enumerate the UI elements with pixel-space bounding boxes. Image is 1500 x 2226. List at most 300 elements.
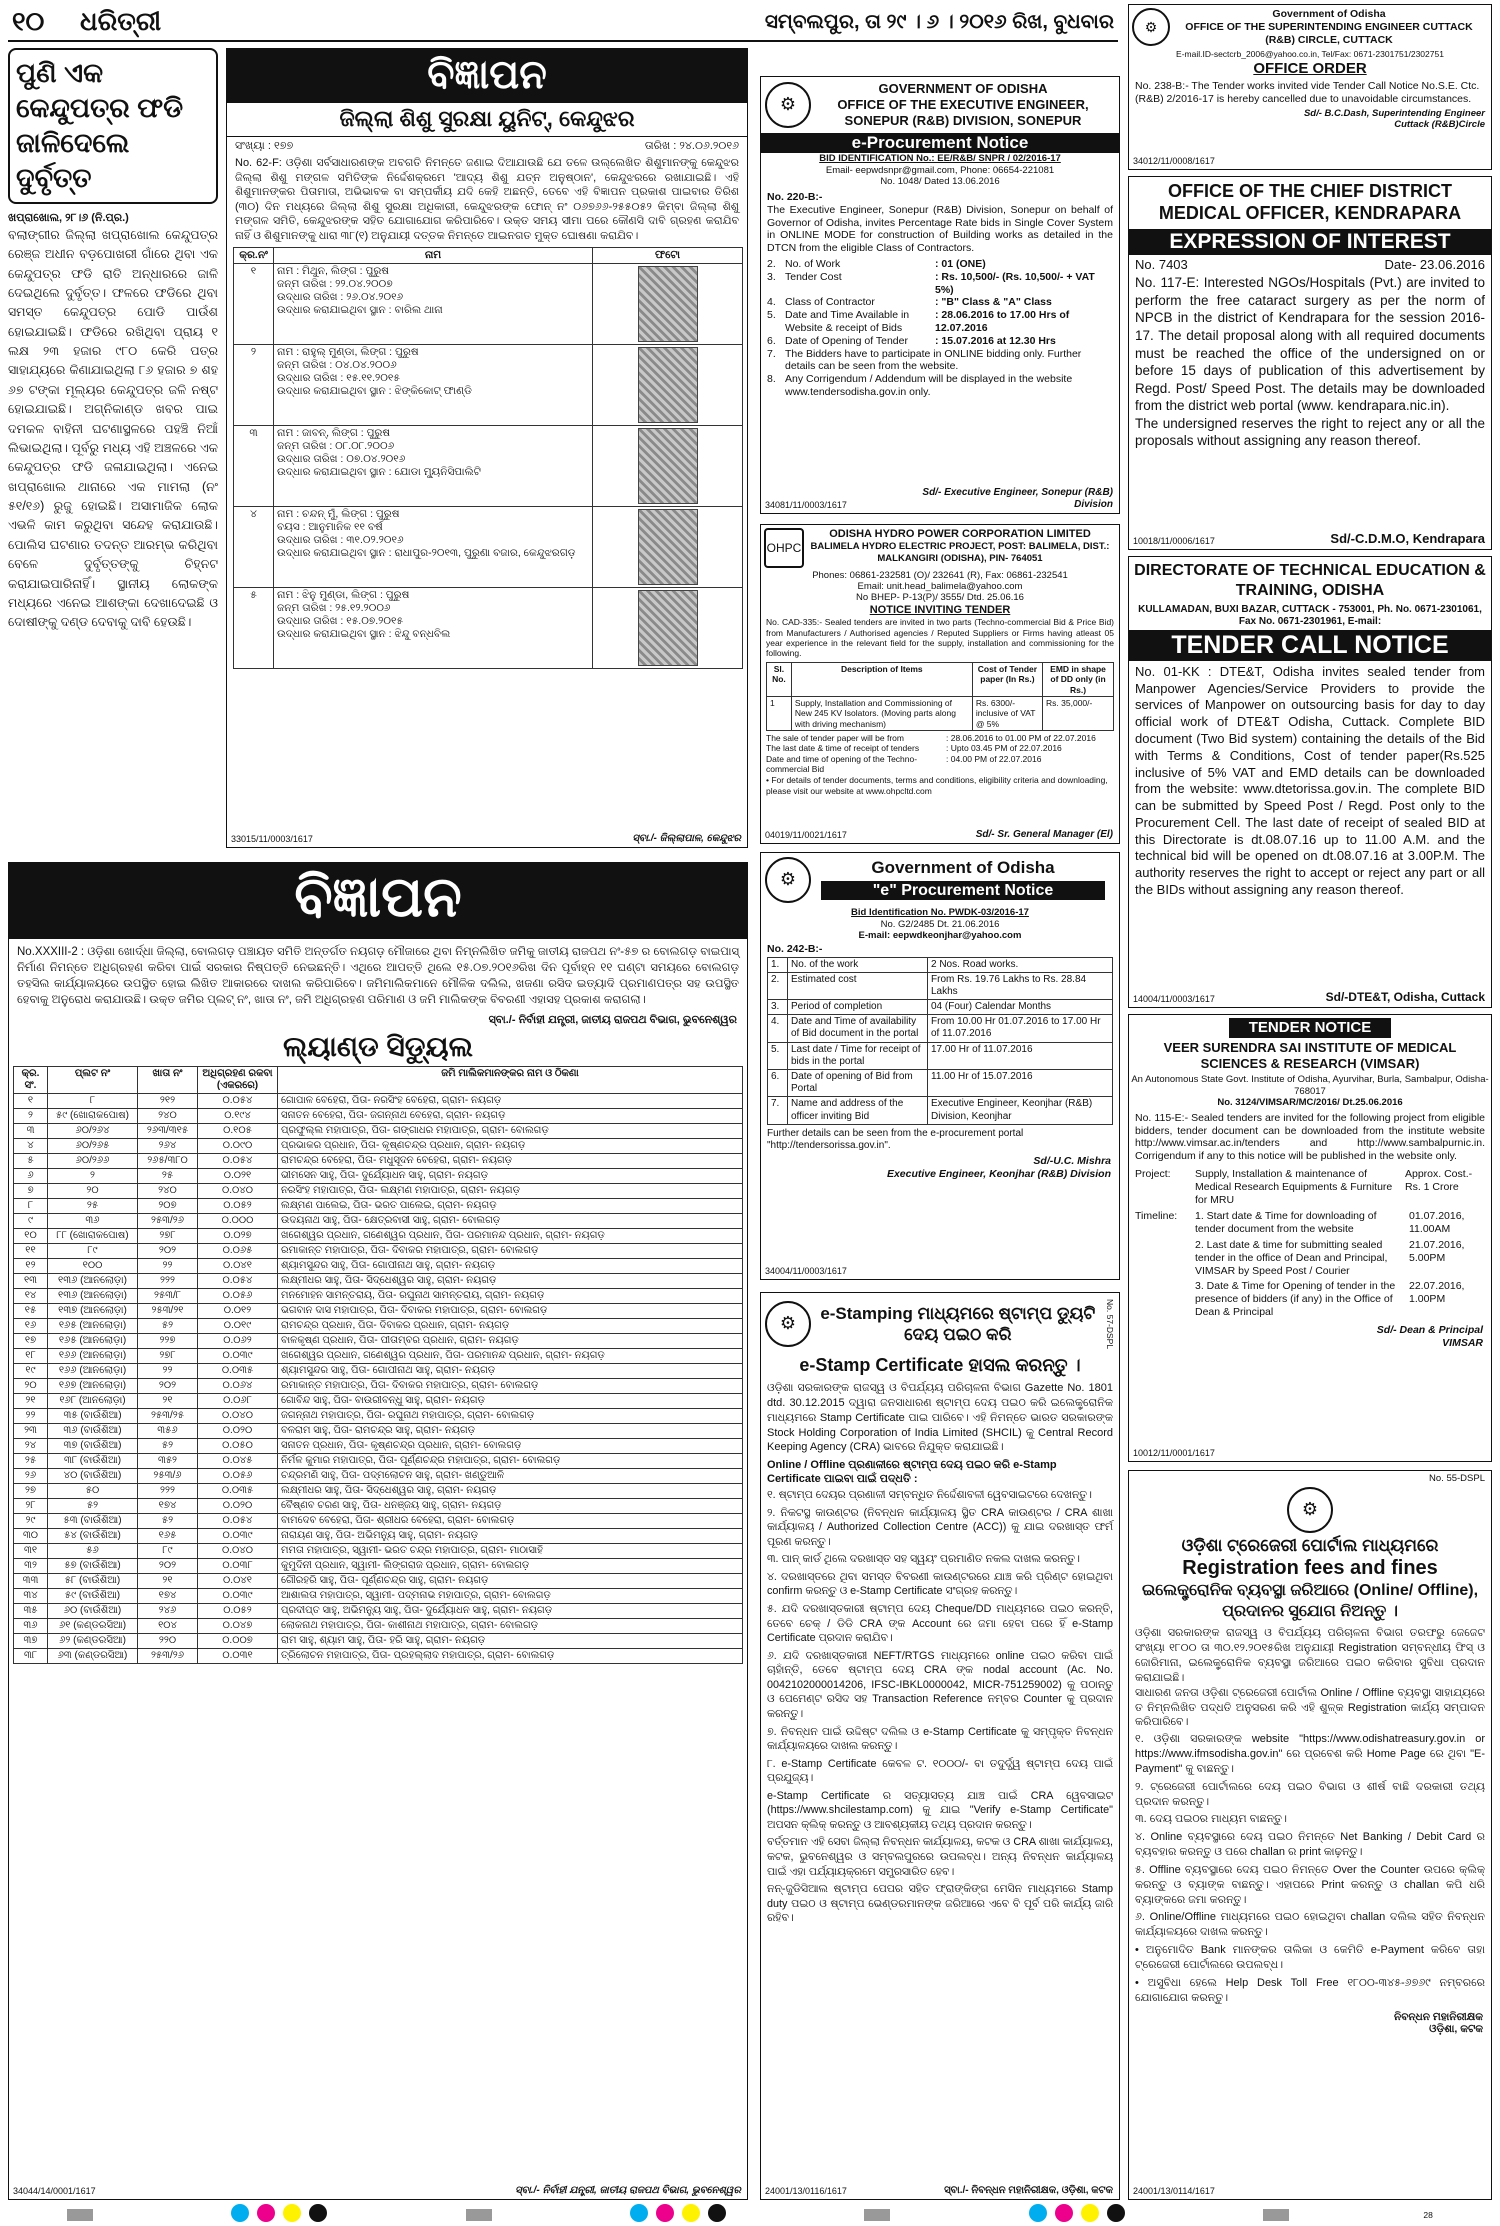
ohpc-table xyxy=(766,662,1114,731)
dtet-signature: Sd/-DTE&T, Odisha, Cuttack xyxy=(1325,990,1485,1005)
step-item: e-Stamp Certificate ର ସତ୍ୟାସତ୍ୟ ଯାଞ୍ଚ ପାଇଁ CRA ୱେବସାଇଟ (https://www.shcilestamp.com) କୁ ଯାଇ "Verify e-Stamp Certificate" ଅପସନ କ୍ଲିକ୍ କରନ୍ତୁ ଓ ଆବଶ୍ୟକୀୟ ତଥ୍ୟ ପ୍ରଦାନ କରନ୍ତୁ। xyxy=(767,1789,1113,1831)
detail-row xyxy=(767,309,1113,335)
printer-marks xyxy=(0,2206,1500,2224)
ohpc-footer: • For details of tender documents, terms and conditions, eligibility criteria and downloading, please visit our website at www.ohpcltd.com xyxy=(766,775,1108,796)
cell-details xyxy=(274,507,593,588)
cell-photo xyxy=(593,264,743,345)
col-header: ଖାତା ନଂ xyxy=(138,1067,198,1094)
table-cell: ୦.୦୩୫ xyxy=(198,1484,278,1499)
table-row xyxy=(14,1529,743,1544)
table-row xyxy=(14,1349,743,1364)
row-value: : 15.07.2016 at 12.30 Hrs xyxy=(935,334,1056,347)
cuttack-body: No. 238-B:- The Tender works invited vide Tender Call Notice No.S.E. Ctc. (R&B) 2/2016-17 is hereby cancelled due to unavoidable circumstances. xyxy=(1135,80,1480,105)
table-row xyxy=(14,1634,743,1649)
table-cell: ୨୮ xyxy=(14,1499,48,1514)
table-cell: ୬୨ (କଣ୍ଡରସିଆ) xyxy=(48,1634,138,1649)
detail-row xyxy=(767,348,1113,374)
detail-line: ଉଦ୍ଧାର ତାରିଖ : ୧୫.୦୭.୨୦୧୫ xyxy=(277,614,403,627)
table-cell: ୦.୦୬୪ xyxy=(198,1379,278,1394)
child-ad-signature: ସ୍ବା./- ଜିଲ୍ଲାପାଳ, କେନ୍ଦୁଝର xyxy=(632,832,741,844)
table-cell: ୧୮ xyxy=(14,1349,48,1364)
table-cell: ୧୭ xyxy=(14,1334,48,1349)
table-cell: ୧୬୬ (ଆନଲୋଡ଼ା) xyxy=(48,1349,138,1364)
keonjhar-ref: 34004/11/0003/1617 xyxy=(765,1266,847,1277)
table-cell: ୨୨ xyxy=(14,1409,48,1424)
step-item: ୬. Online/Offline ମାଧ୍ୟମରେ ପଇଠ ହୋଇଥିବା challan ଦଲିଲ ସହିତ ନିବନ୍ଧନ କାର୍ଯ୍ୟାଳୟରେ ଦାଖଲ କରନ୍ତୁ। xyxy=(1135,1911,1485,1939)
cell-sl: ୫ xyxy=(234,588,274,669)
table-row xyxy=(14,1199,743,1214)
table-row xyxy=(14,1469,743,1484)
table-cell: ୦.୧୦୫ xyxy=(198,1124,278,1139)
ohpc-dates xyxy=(761,733,1119,774)
news-body: ବଲାଙ୍ଗୀର ଜିଲ୍ଲା ଖପ୍ରାଖୋଲ କେନ୍ଦୁପତ୍ର ରେଞ୍ଜ ଅଧୀନ ବଡ଼ପୋଖରୀ ଗାଁରେ ଥିବା ଏକ କେନ୍ଦୁପତ୍ର ଫଡି ରାତି ଅନ୍ଧାରରେ ଜାଳି ଦେଇଥିଲେ ଦୁର୍ବୃତ୍ତ। ଫଳରେ ଫଡିରେ ଥିବା ସମସ୍ତ କେନ୍ଦୁପତ୍ର ପୋଡି ପାଉଁଶ ହୋଇଯାଇଛି। ଫଡିରେ ରଖିଥିବା ପ୍ରାୟ ୧ ଲକ୍ଷ ୨୩ ହଜାର ୯୮୦ କେରି ପତ୍ର ସାହାଯ୍ୟରେ କିଣାଯାଇଥିଲା ୮୬ ହଜାର ୭ ଶହ ୬୭ ଟଙ୍କା ମୂଲ୍ୟର କେନ୍ଦୁପତ୍ର ଜଳି ନଷ୍ଟ ହୋଇଯାଇଛି। ଅଗ୍ନିକାଣ୍ଡ ଖବର ପାଇ ଦମକଳ ବାହିନୀ ଘଟଣାସ୍ଥଳରେ ପହଞ୍ଚି ନିଆଁ ଲିଭାଇଥିଲା। ପୂର୍ବରୁ ମଧ୍ୟ ଏହି ଅଞ୍ଚଳରେ ଏକ କେନ୍ଦୁପତ୍ର ଫଡି ଜଳାଯାଇଥିଲା। ଏନେଇ ଖପ୍ରାଖୋଲ ଥାନାରେ ଏକ ମାମଲା (ନଂ ୫୧/୧୬) ରୁଜୁ ହୋଇଛି। ଅସାମାଜିକ ଲୋକ ଏଭଳି କାମ କରୁଥିବା ସନ୍ଦେହ କରାଯାଉଛି। ପୋଲିସ ଘଟଣାର ତଦନ୍ତ ଆରମ୍ଭ କରିଥିବା ବେଳେ ଦୁର୍ବୃତ୍ତଙ୍କୁ ଚିହ୍ନଟ କରାଯାଇପାରିନାହିଁ। ସ୍ଥାନୀୟ ଲୋକଙ୍କ ମଧ୍ୟରେ ଏନେଇ ଆଶଙ୍କା ଦେଖାଦେଇଛି ଓ ଦୋଷୀଙ୍କୁ ଦଣ୍ଡ ଦେବାକୁ ଦାବି ହେଉଛି। xyxy=(8,227,218,630)
row-label: Last date / Time for receipt of bids in the portal xyxy=(788,1042,928,1069)
step-item: ୧. ଷ୍ଟାମ୍ପ ଦେୟର ପ୍ରଣାଳୀ ସମ୍ବନ୍ଧିତ ନିର୍ଦ୍ଦେଶାବଳୀ ୱେବସାଇଟରେ ଦେଖନ୍ତୁ। xyxy=(767,1489,1092,1502)
table-cell: ୧୬୫ xyxy=(138,1529,198,1544)
date-row xyxy=(766,733,1114,743)
cell-details xyxy=(274,345,593,426)
keonjhar-gov: Government of Odisha xyxy=(871,857,1055,877)
table-cell: ୬ xyxy=(14,1169,48,1184)
dtet-body: No. 01-KK : DTE&T, Odisha invites sealed tender from Manpower Agencies/Service Providers to provide the services of Manpower on outsourcing basis for day to day official work of DTE&T Odisha, Cuttack. Complete BID document (Two Bid system) containing the details of the Bid with Terms & Conditions, Cost of tender paper(Rs.525 inclusive of 5% VAT and EMD details can be downloaded from the website: www.dtetorissa.gov.in. The complete BID can be submitted by Speed Post / Regd. Post only to the Procurement Cell. The last date of receipt of sealed BID at this Directorate is dt.08.07.16 up to 11.00 A.M. and the technical bid will be opened on dt.08.07.16 at 3.00P.M. The authority reserves the right to accept or reject any part or all the BIDs without assigning any reason thereof. xyxy=(1135,663,1485,897)
table-cell: ୧୦ xyxy=(14,1229,48,1244)
table-cell: ଜଗନ୍ନାଥ ମହାପାତ୍ର, ପିତା- ରଘୁନାଥ ମହାପାତ୍ର, ଗ୍ରାମ- ବୋଲଗଡ଼ xyxy=(278,1409,743,1424)
row-value: : Rs. 10,500/- (Rs. 10,500/- + VAT 5%) xyxy=(935,270,1095,296)
table-cell: ୨୨ xyxy=(138,1259,198,1274)
estamp-title2: e-Stamp Certificate ହାସଲ କରନ୍ତୁ । xyxy=(799,1355,1081,1376)
kendrapara-body2: The undersigned reserves the right to reject any or all the proposals without assigning any reason thereof. xyxy=(1135,415,1485,449)
table-cell: ୩୪ xyxy=(14,1589,48,1604)
keonjhar-notice xyxy=(760,852,1120,1280)
timeline-value: 21.07.2016, 5.00PM xyxy=(1409,1238,1465,1264)
table-cell: ୫୦ xyxy=(48,1484,138,1499)
table-row xyxy=(14,1439,743,1454)
detail-row xyxy=(767,296,1113,309)
cuttack-email: E-mail.ID-sectcrb_2006@yahoo.co.in, Tel/Fax: 0671-2301751/2302751 xyxy=(1176,49,1444,60)
table-cell: ୧୩୬ (ଆନଲୋଡ଼ା) xyxy=(48,1289,138,1304)
table-cell: ଖଗେଶ୍ୱର ପ୍ରଧାନ, ଗଣେଶ୍ୱର ପ୍ରଧାନ, ପିତା- ପରମାନନ୍ଦ ପ୍ରଧାନ, ଗ୍ରାମ- ନୟଗଡ଼ xyxy=(278,1349,743,1364)
table-row xyxy=(768,957,1113,972)
table-cell: ସନାତନ ପ୍ରଧାନ, ପିତା- କୃଷ୍ଣଚନ୍ଦ୍ର ପ୍ରଧାନ, ଗ୍ରାମ- ବୋଲଗଡ଼ xyxy=(278,1439,743,1454)
vimsar-name: VEER SURENDRA SAI INSTITUTE OF MEDICAL SCIENCES & RESEARCH (VIMSAR) xyxy=(1163,1040,1457,1072)
timeline-row xyxy=(1195,1280,1485,1318)
row-value: From Rs. 19.76 Lakhs to Rs. 28.84 Lakhs xyxy=(928,972,1113,999)
table-cell: ୧ xyxy=(14,1094,48,1109)
row-num: 3. xyxy=(767,270,776,283)
row-label: Date and Time Available in Website & receipt of Bids xyxy=(785,309,910,335)
table-cell: ୧୬୫ (ଆନଲୋଡ଼ା) xyxy=(48,1334,138,1349)
ohpc-logo-icon: OHPC xyxy=(764,528,804,568)
keonjhar-banner: "e" Procurement Notice xyxy=(821,881,1105,901)
col-header: ଅଧିଗ୍ରହଣ ରକବା (ଏକରରେ) xyxy=(198,1067,278,1094)
dateline: ସମ୍ବଲପୁର, ତା ୨୯ । ୬ । ୨୦୧୬ ରିଖ, ବୁଧବାର xyxy=(764,11,1114,33)
table-cell: ୩୬ (ବାଉଁଶିଆ) xyxy=(48,1424,138,1439)
land-ad-signature: ସ୍ବା./- ନିର୍ବାହୀ ଯନ୍ତ୍ରୀ, ଜାତୀୟ ରାଜପଥ ବିଭାଗ, ଭୁବନେଶ୍ୱର xyxy=(515,2184,741,2196)
land-ad-ref: 34044/14/0001/1617 xyxy=(13,2186,96,2197)
table-cell: ୨୫ xyxy=(14,1454,48,1469)
step-item: ୪. ଦରଖାସ୍ତରେ ଥିବା ସମସ୍ତ ବିବରଣୀ କାଉଣ୍ଟରରେ ଯାଞ୍ଚ କରି ପ୍ରିଣ୍ଟ ହୋଇଥିବା confirm କରନ୍ତୁ ଓ e-Stamp Certificate ସଂଗ୍ରହ କରନ୍ତୁ। xyxy=(767,1570,1113,1598)
step-item: ୪. Online ବ୍ୟବସ୍ଥାରେ ଦେୟ ପଇଠ ନିମନ୍ତେ Net Banking / Debit Card ର ବ୍ୟବହାର କରନ୍ତୁ ଓ ପରେ challan ର print କାଢ଼ନ୍ତୁ। xyxy=(1135,1831,1485,1859)
page-header xyxy=(8,2,1118,42)
kendrapara-ref: 10018/11/0006/1617 xyxy=(1133,536,1215,547)
row-num: 4. xyxy=(767,296,776,309)
table-cell: ୨୫୩/୨୫ xyxy=(138,1409,198,1424)
table-cell: ୧୭୪ xyxy=(138,1589,198,1604)
table-cell: ୨୦୨ xyxy=(138,1244,198,1259)
step-item: ୭. ନିବନ୍ଧନ ପାଇଁ ଉଦ୍ଦିଷ୍ଟ ଦଲିଲ ଓ e-Stamp Certificate କୁ ସମ୍ପୃକ୍ତ ନିବନ୍ଧନ କାର୍ଯ୍ୟାଳୟରେ ଦାଖଲ କରନ୍ତୁ। xyxy=(767,1725,1113,1753)
table-cell: ୦.୦୧୯ xyxy=(198,1319,278,1334)
table-row xyxy=(14,1499,743,1514)
land-acquisition-ad xyxy=(8,862,748,2200)
table-cell: ୫୨ xyxy=(48,1499,138,1514)
table-cell: ୦.୦୫୦ xyxy=(198,1439,278,1454)
dtet-notice xyxy=(1128,556,1492,1008)
sonepur-details xyxy=(767,258,1113,399)
row-label: Date of Opening of Tender xyxy=(785,334,908,347)
table-cell: ୦.୦୪୧ xyxy=(198,1259,278,1274)
vimsar-addr: An Autonomous State Govt. Institute of Odisha, Ayurvihar, Burla, Sambalpur, Odisha-768017 xyxy=(1131,1074,1489,1097)
table-cell: ୦.୦୫୪ xyxy=(198,1094,278,1109)
step-item: • ଅସୁବିଧା ହେଲେ Help Desk Toll Free ୧୮୦୦-୩୪୫-୬୭୬୯ ନମ୍ବରରେ ଯୋଗାଯୋଗ କରନ୍ତୁ। xyxy=(1135,1976,1485,2004)
table-cell: ପ୍ରଫୁଲ୍ଲ ମହାପାତ୍ର, ପିତା- ଗଙ୍ଗାଧର ମହାପାତ୍ର, ଗ୍ରାମ- ବୋଲଗଡ଼ xyxy=(278,1124,743,1139)
cell-photo xyxy=(593,588,743,669)
table-cell: ୨୫ xyxy=(138,1169,198,1184)
row-num: 6. xyxy=(768,1070,788,1097)
table-row xyxy=(14,1619,743,1634)
table-cell: ନିର୍ମଳ କୁମାର ମହାପାତ୍ର, ପିତା- ପୂର୍ଣ୍ଣଚନ୍ଦ୍ର ମହାପାତ୍ର, ଗ୍ରାମ- ବୋଲଗଡ଼ xyxy=(278,1454,743,1469)
cell-photo xyxy=(593,507,743,588)
table-cell: ଲକ୍ଷ୍ମୀଧର ସାହୁ, ପିତା- ସିଦ୍ଧେଶ୍ୱର ସାହୁ, ଗ୍ରାମ- ନୟଗଡ଼ xyxy=(278,1274,743,1289)
table-row xyxy=(768,972,1113,999)
child-ad-subtitle: ଜିଲ୍ଲା ଶିଶୁ ସୁରକ୍ଷା ୟୁନିଟ୍, କେନ୍ଦୁଝର xyxy=(227,103,747,137)
table-cell: ପ୍ରଭାକର ପ୍ରଧାନ, ପିତା- କୃଷ୍ଣଚନ୍ଦ୍ର ପ୍ରଧାନ, ଗ୍ରାମ- ନୟଗଡ଼ xyxy=(278,1139,743,1154)
cell-details xyxy=(274,426,593,507)
table-cell: ୬୦/୨୬୫ xyxy=(48,1139,138,1154)
sonepur-bid-id: BID IDENTIFICATION No.: EE/R&B/ SNPR / 02/2016-17 xyxy=(819,153,1061,165)
row-label: Date of opening of Bid from Portal xyxy=(788,1070,928,1097)
step-item: ୮. e-Stamp Certificate କେବଳ ଟ. ୧୦୦୦/- ବା ତଦୁର୍ଦ୍ଧ୍ୱ ଷ୍ଟାମ୍ପ ଦେୟ ପାଇଁ ପ୍ରଯୁଜ୍ୟ। xyxy=(767,1757,1113,1785)
treasury-title3: ଇଲେକ୍ଟ୍ରୋନିକ ବ୍ୟବସ୍ଥା ଜରିଆରେ (Online/ Offline), ପ୍ରଦାନର ସୁଯୋଗ ନିଅନ୍ତୁ । xyxy=(1141,1581,1479,1620)
table-cell: Rs. 6300/- inclusive of VAT @ 5% xyxy=(972,696,1042,730)
table-cell: ଆଶାଲତା ମହାପାତ୍ର, ସ୍ୱାମୀ- ପଦ୍ମନାଭ ମହାପାତ୍ର, ଗ୍ରାମ- ବୋଲଗଡ଼ xyxy=(278,1589,743,1604)
vimsar-sig2: VIMSAR xyxy=(1442,1336,1483,1349)
row-num: 1. xyxy=(768,957,788,972)
cell-photo xyxy=(593,426,743,507)
treasury-sig2: ଓଡ଼ିଶା, କଟକ xyxy=(1429,2023,1483,2036)
table-cell: ୫୩ (ବାଉଁଶିଆ) xyxy=(48,1514,138,1529)
kendrapara-date: Date- 23.06.2016 xyxy=(1384,256,1485,272)
sonepur-office: OFFICE OF THE EXECUTIVE ENGINEER, SONEPUR (R&B) DIVISION, SONEPUR xyxy=(837,96,1089,128)
table-cell: ଖଗେଶ୍ୱର ପ୍ରଧାନ, ଗଣେଶ୍ୱର ପ୍ରଧାନ, ପିତା- ପରମାନନ୍ଦ ପ୍ରଧାନ, ଗ୍ରାମ- ନୟଗଡ଼ xyxy=(278,1229,743,1244)
table-row xyxy=(14,1139,743,1154)
detail-line: ଉଦ୍ଧାର କରାଯାଇଥିବା ସ୍ଥାନ : ଝିଙ୍କିକୋଟ୍ ଫାଣ୍ଡି xyxy=(277,384,472,397)
detail-row xyxy=(767,258,1113,271)
table-cell: ୩୬ xyxy=(14,1619,48,1634)
sonepur-signature: Sd/- Executive Engineer, Sonepur (R&B) Division xyxy=(922,486,1113,510)
cmyk-marks xyxy=(626,2204,730,2226)
table-row xyxy=(14,1364,743,1379)
table-row xyxy=(768,1042,1113,1069)
table-cell: ୦.୦୩୮ xyxy=(198,1559,278,1574)
sonepur-ref-no: No. 1048/ Dated 13.06.2016 xyxy=(880,176,1000,188)
table-row xyxy=(14,1559,743,1574)
table-row xyxy=(14,1514,743,1529)
row-num: 6. xyxy=(767,334,776,347)
table-cell: ୧୦୦ xyxy=(48,1259,138,1274)
step-item: ୫. Offline ବ୍ୟବସ୍ଥାରେ ଦେୟ ପଇଠ ନିମନ୍ତେ Over the Counter ଉପରେ କ୍ଲିକ୍ କରନ୍ତୁ ଓ ବ୍ୟାଙ୍କ ବାଛନ୍ତୁ। ଏହାପରେ Print କରନ୍ତୁ ଓ challan କପି ଧରି ବ୍ୟାଙ୍କରେ ଜମା କରନ୍ତୁ। xyxy=(1135,1863,1485,1906)
table-cell: ୨ xyxy=(14,1109,48,1124)
dtet-address: KULLAMADAN, BUXI BAZAR, CUTTACK - 753001, Ph. No. 0671-2301061, Fax No. 0671-2301961, E-mail: xyxy=(1138,604,1482,628)
table-cell: ୨୦୨ xyxy=(138,1379,198,1394)
table-row xyxy=(14,1604,743,1619)
table-cell: ଲୋକନାଥ ମହାପାତ୍ର, ପିତା- କାଶୀନାଥ ମହାପାତ୍ର, ଗ୍ରାମ- ବୋଲଗଡ଼ xyxy=(278,1619,743,1634)
table-cell: ୦.୦୪୫ xyxy=(198,1454,278,1469)
date-row xyxy=(766,754,1114,775)
table-cell: ୦.୦୪୦ xyxy=(198,1409,278,1424)
row-num: 3. xyxy=(768,1000,788,1015)
table-cell: ଗୋବିନ୍ଦ ସାହୁ, ପିତା- ବାଉରୀବନ୍ଧୁ ସାହୁ, ଗ୍ରାମ- ନୟଗଡ଼ xyxy=(278,1394,743,1409)
date-value: : 28.06.2016 to 01.00 PM of 22.07.2016 xyxy=(946,733,1096,743)
table-cell: ୩ xyxy=(14,1124,48,1139)
date-row xyxy=(766,743,1114,753)
table-cell: ବୈଷ୍ଣବ ଚରଣ ସାହୁ, ପିତା- ଧନଞ୍ଜୟ ସାହୁ, ଗ୍ରାମ- ନୟଗଡ଼ xyxy=(278,1499,743,1514)
table-cell: ଲକ୍ଷ୍ମୀଧର ସାହୁ, ପିତା- ସିଦ୍ଧେଶ୍ୱର ସାହୁ, ଗ୍ରାମ- ନୟଗଡ଼ xyxy=(278,1484,743,1499)
timeline-label: 3. Date & Time for Opening of tender in the presence of bidders (if any) in the Office of Dean & Principal xyxy=(1195,1280,1396,1318)
child-ad-ref: 33015/11/0003/1617 xyxy=(231,834,313,845)
detail-line: ଉଦ୍ଧାର କରାଯାଇଥିବା ସ୍ଥାନ : ଯୋଡା ମ୍ୟୁନିସିପାଲିଟି xyxy=(277,465,481,478)
sonepur-ref: 34081/11/0003/1617 xyxy=(765,500,847,511)
detail-row xyxy=(767,271,1113,297)
timeline-row xyxy=(1195,1210,1485,1236)
table-cell: ରାମଚନ୍ଦ୍ର ବେହେରା, ପିତା- ମଧୁସୂଦନ ବେହେରା, ଗ୍ରାମ- ନୟଗଡ଼ xyxy=(278,1154,743,1169)
odisha-emblem-icon: ⚙ xyxy=(765,857,811,903)
treasury-title-odia: ଓଡ଼ିଶା ଟ୍ରେଜେରୀ ପୋର୍ଟାଲ ମାଧ୍ୟମରେ xyxy=(1181,1535,1439,1555)
table-cell: ୨୪ xyxy=(14,1439,48,1454)
row-value: : "B" Class & "A" Class xyxy=(935,296,1052,309)
timeline-row xyxy=(1195,1239,1485,1277)
table-cell: ୬୩ (କଣ୍ଡରସିଆ) xyxy=(48,1649,138,1664)
estamp-intro: ଓଡ଼ିଶା ସରକାରଙ୍କ ରାଜସ୍ୱ ଓ ବିପର୍ଯ୍ୟୟ ପରିଚାଳନା ବିଭାଗ Gazette No. 1801 dtd. 30.12.2015 ଦ୍ୱାରା ଜନସାଧାରଣ ଷ୍ଟାମ୍ପ ଦେୟ ପଇଠ କରି ଇଲେକ୍ଟ୍ରୋନିକ ମାଧ୍ୟମରେ Stamp Certificate ପାଇ ପାରିବେ। ଏହି ନିମନ୍ତେ ଭାରତ ସରକାରଙ୍କ Stock Holding Corporation of India Limited (SHCIL) କୁ Central Record Keeping Agency (CRA) ଭାବରେ ନିଯୁକ୍ତ କରାଯାଇଛି। xyxy=(767,1382,1113,1454)
table-cell: ୨୫୩/୬ xyxy=(138,1469,198,1484)
child-ad-date: ତାରିଖ : ୨୪.୦୬.୨୦୧୬ xyxy=(644,139,739,152)
table-cell: ୫୨ xyxy=(138,1439,198,1454)
table-cell: ୦.୦୬୫ xyxy=(198,1244,278,1259)
date-value: : 04.00 PM of 22.07.2016 xyxy=(946,753,1042,764)
cuttack-sig2: Cuttack (R&B)Circle xyxy=(1394,119,1485,131)
table-cell: ୦.୦୪୦ xyxy=(198,1184,278,1199)
vimsar-cost: Approx. Cost.- Rs. 1 Crore xyxy=(1405,1167,1473,1193)
table-cell: ୦.୦୫୪ xyxy=(198,1514,278,1529)
vimsar-no: No. 3124/VIMSAR/MC/2016/ Dt.25.06.2016 xyxy=(1217,1097,1403,1109)
kendrapara-banner: EXPRESSION OF INTEREST xyxy=(1129,229,1491,255)
table-row xyxy=(14,1184,743,1199)
kendrapara-no: No. 7403 xyxy=(1135,256,1188,272)
vimsar-sig1: Sd/- Dean & Principal xyxy=(1376,1323,1483,1336)
row-value: : 01 (ONE) xyxy=(935,258,986,271)
step-item: ନନ୍-ଜୁଡିସିଆଲ ଷ୍ଟାମ୍ପ ପେପର ସହିତ ଫ୍ରାଙ୍କିଙ୍ଗ ମେସିନ ମାଧ୍ୟମରେ Stamp duty ପଇଠ ଓ ଷ୍ଟାମ୍ପ ଭେଣ୍ଡରମାନଙ୍କ ଜରିଆରେ ଏବେ ବି ପୂର୍ବ ପରି କାର୍ଯ୍ୟ ଜାରି ରହିବ। xyxy=(767,1883,1113,1925)
table-row xyxy=(234,264,743,345)
cell-sl: ୩ xyxy=(234,426,274,507)
row-value: From 10.00 Hr 01.07.2016 to 17.00 Hr of 11.07.2016 xyxy=(928,1015,1113,1042)
table-cell: ୦.୦୦୭ xyxy=(198,1634,278,1649)
masthead: ଧରିତ୍ରୀ xyxy=(80,7,162,36)
table-cell: ୦.୦୨୦ xyxy=(198,1499,278,1514)
table-cell: ୨୧୨ xyxy=(138,1094,198,1109)
table-cell: ୧୯ xyxy=(14,1364,48,1379)
detail-line: ଜନ୍ମ ତାରିଖ : ୦୪.୦୪.୨୦୦୬ xyxy=(277,358,397,371)
keonjhar-email: E-mail: eepwdkeonjhar@yahoo.com xyxy=(858,930,1022,942)
ohpc-email: Email: unit.head_balimela@yahoo.com xyxy=(857,580,1023,592)
table-cell: ଚନ୍ଦ୍ରମଣି ସାହୁ, ପିତା- ପଦ୍ମଲୋଚନ ସାହୁ, ଗ୍ରାମ- ଖଣ୍ଡୁଆଳି xyxy=(278,1469,743,1484)
cuttack-gov: Government of Odisha xyxy=(1272,8,1386,20)
table-cell: ୮୯ xyxy=(48,1244,138,1259)
treasury-steps xyxy=(1129,1730,1491,2010)
table-cell: ୦.୦୨୦ xyxy=(198,1424,278,1439)
table-cell: ୨୪୬ xyxy=(138,1604,198,1619)
table-cell: ୧୬୫ (ଆନଲୋଡ଼ା) xyxy=(48,1319,138,1334)
detail-line: ଉଦ୍ଧାର ତାରିଖ : ୦୭.୦୪.୨୦୧୬ xyxy=(277,452,406,465)
table-cell: ୫୨ xyxy=(138,1319,198,1334)
table-cell: ୦.୦୩୯ xyxy=(198,1529,278,1544)
table-cell: ମନମୋହନ ସାମନ୍ତରାୟ, ପିତା- ରଘୁନାଥ ସାମନ୍ତରାୟ, ଗ୍ରାମ- ନୟଗଡ଼ xyxy=(278,1289,743,1304)
dtet-office: DIRECTORATE OF TECHNICAL EDUCATION & TRAINING, ODISHA xyxy=(1134,562,1486,599)
cell-sl: ୧ xyxy=(234,264,274,345)
col-name: ନାମ xyxy=(274,248,593,264)
vimsar-notice xyxy=(1128,1014,1492,1462)
table-cell: ରମାକାନ୍ତ ମହାପାତ୍ର, ପିତା- ଦିବାକର ମହାପାତ୍ର, ଗ୍ରାମ- ବୋଲଗଡ଼ xyxy=(278,1379,743,1394)
estamp-steps xyxy=(761,1486,1119,1931)
table-cell: Supply, Installation and Commissioning of New 245 KV Isolators. (Moving parts along with driving mechanism) xyxy=(791,696,972,730)
vimsar-timeline-label: Timeline: xyxy=(1135,1210,1178,1223)
detail-line: ଉଦ୍ଧାର ତାରିଖ : ୧୫.୧୧.୨୦୧୫ xyxy=(277,371,400,384)
row-label: Estimated cost xyxy=(788,972,928,999)
kendrapara-signature: Sd/-C.D.M.O, Kendrapara xyxy=(1330,531,1485,547)
row-label: Class of Contractor xyxy=(785,296,875,309)
row-value: : 28.06.2016 to 17.00 Hrs of 12.07.2016 xyxy=(935,309,1070,335)
table-row xyxy=(14,1244,743,1259)
table-cell: ୨୫ xyxy=(48,1199,138,1214)
table-cell: ୦.୦୬୨ xyxy=(198,1334,278,1349)
col-header: ଜମି ମାଲିକମାନଙ୍କର ନାମ ଓ ଠିକଣା xyxy=(278,1067,743,1094)
detail-line: ଉଦ୍ଧାର କରାଯାଇଥିବା ସ୍ଥାନ : ରାଧାପୁର-୨୦୧୩, ପୁରୁଣା ବଜାର, କେନ୍ଦୁଝରଗଡ଼ xyxy=(277,546,576,559)
cell-details xyxy=(274,264,593,345)
table-cell: ୩୩ xyxy=(14,1574,48,1589)
child-table xyxy=(233,247,743,669)
table-cell: ୩୫୨ xyxy=(138,1454,198,1469)
table-cell: ୮ xyxy=(14,1199,48,1214)
detail-row xyxy=(767,373,1113,399)
cell-sl: ୨ xyxy=(234,345,274,426)
table-cell: ୦.୦୨୭ xyxy=(198,1229,278,1244)
col-header: ପ୍ଲଟ ନଂ xyxy=(48,1067,138,1094)
table-cell: ରମାକାନ୍ତ ମହାପାତ୍ର, ପିତା- ଦିବାକର ମହାପାତ୍ର, ଗ୍ରାମ- ବୋଲଗଡ଼ xyxy=(278,1244,743,1259)
table-cell: ନରସିଂହ ମହାପାତ୍ର, ପିତା- ଲକ୍ଷ୍ମଣ ମହାପାତ୍ର, ଗ୍ରାମ- ନୟଗଡ଼ xyxy=(278,1184,743,1199)
table-cell: ୮୮ (ଖୋରାକପୋଷ) xyxy=(48,1229,138,1244)
child-photo xyxy=(638,428,698,504)
dtet-banner: TENDER CALL NOTICE xyxy=(1129,630,1491,661)
table-cell: ୨୬୫/୩୮୦ xyxy=(138,1154,198,1169)
table-cell: ୨୫୩/୨୬ xyxy=(138,1649,198,1664)
table-row xyxy=(14,1229,743,1244)
table-row xyxy=(234,507,743,588)
table-cell: ୨୬ xyxy=(14,1469,48,1484)
table-cell: ୧୬ xyxy=(14,1319,48,1334)
table-row xyxy=(14,1124,743,1139)
keonjhar-notice-no: No. 242-B:- xyxy=(767,942,823,955)
table-cell: ୧୪ xyxy=(14,1289,48,1304)
odisha-emblem-icon: ⚙ xyxy=(765,82,811,128)
detail-line: ଉଦ୍ଧାର ତାରିଖ : ୩୧.୦୨.୨୦୧୬ xyxy=(277,533,404,546)
vimsar-ref: 10012/11/0001/1617 xyxy=(1133,1448,1215,1459)
land-schedule-title: ଲ୍ୟାଣ୍ଡ ସିଡ୍ୟୁଲ xyxy=(282,1030,473,1062)
table-cell: ଲକ୍ଷ୍ମଣ ପାଲେଇ, ପିତା- ଭରତ ପାଲେଇ, ଗ୍ରାମ- ନୟଗଡ଼ xyxy=(278,1199,743,1214)
dtet-ref: 14004/11/0003/1617 xyxy=(1133,994,1215,1005)
date-label: Date and time of opening of the Techno-commercial Bid xyxy=(766,753,918,775)
estamp-signature: ସ୍ବା./- ନିବନ୍ଧନ ମହାନିରୀକ୍ଷକ, ଓଡ଼ିଶା, କଟକ xyxy=(944,2184,1113,2196)
row-label: Name and address of the officer inviting Bid xyxy=(788,1097,928,1124)
row-num: 7. xyxy=(767,347,776,360)
table-cell: ୦.୦୩୯ xyxy=(198,1589,278,1604)
keonjhar-table xyxy=(767,957,1113,1125)
table-cell: ୨୬୩/୩୧୫ xyxy=(138,1124,198,1139)
sonepur-notice xyxy=(760,76,1120,514)
detail-line: ନାମ : ଝିନୁ ମୁଣ୍ଡା, ଲିଙ୍ଗ : ପୁରୁଷ xyxy=(277,589,410,602)
table-cell: 1 xyxy=(767,696,792,730)
table-cell: ୦.୦୫୬ xyxy=(198,1289,278,1304)
table-cell: ବଳରାମ ସାହୁ, ପିତା- ରାମଚନ୍ଦ୍ର ସାହୁ, ଗ୍ରାମ- ନୟଗଡ଼ xyxy=(278,1424,743,1439)
table-cell: ୩୮ xyxy=(14,1649,48,1664)
estamp-sub: Online / Offline ପ୍ରଣାଳୀରେ ଷ୍ଟାମ୍ପ ଦେୟ ପଇଠ କରି e-Stamp Certificate ପାଇବା ପାଇଁ ପଦ୍ଧତି : xyxy=(767,1459,1057,1485)
table-cell: Rs. 35,000/- xyxy=(1043,696,1114,730)
table-cell: ୨୫୩/୨୧ xyxy=(138,1304,198,1319)
child-photo xyxy=(638,509,698,585)
timeline-label: 2. Last date & time for submitting sealed tender in the office of Dean and Principal, VIMSAR by Speed Post / Courier xyxy=(1195,1238,1388,1277)
cuttack-ref: 34012/11/0008/1617 xyxy=(1133,156,1215,167)
ohpc-notice xyxy=(760,524,1120,844)
detail-line: ଜନ୍ମ ତାରିଖ : ୨୨.୦୪.୨୦୦୭ xyxy=(277,277,393,290)
cell-details xyxy=(274,588,593,669)
table-cell: ୨୬୪ xyxy=(138,1139,198,1154)
table-cell: ୨୧ xyxy=(14,1394,48,1409)
table-cell: ୨୧ xyxy=(138,1574,198,1589)
table-cell: ୧୬୭ (ଆନଲୋଡ଼ା) xyxy=(48,1379,138,1394)
table-row xyxy=(234,426,743,507)
table-row xyxy=(14,1544,743,1559)
table-cell: ୦.୦୫୪ xyxy=(198,1274,278,1289)
cell-photo xyxy=(593,345,743,426)
step-item: ୧. ଓଡ଼ିଶା ସରକାରଙ୍କ website "https://www.odishatreasury.gov.in or https://www.ifmsodisha.gov.in" ରେ ପ୍ରବେଶ କରି Home Page ରେ ଥିବା "E-Payment" କୁ ବାଛନ୍ତୁ। xyxy=(1135,1733,1485,1775)
cuttack-sig1: Sd/- B.C.Dash, Superintending Engineer xyxy=(1303,107,1485,119)
table-cell: ୧୬୬ (ଆନଲୋଡ଼ା) xyxy=(48,1364,138,1379)
land-schedule-table xyxy=(13,1066,743,1664)
col-header: Cost of Tender paper (In Rs.) xyxy=(972,662,1042,696)
table-cell: ବାମଦେବ ବେହେରା, ପିତା- ଶ୍ରୀଧର ବେହେରା, ଗ୍ରାମ- ବୋଲଗଡ଼ xyxy=(278,1514,743,1529)
table-row xyxy=(14,1379,743,1394)
table-cell: ୩୭ (ବାଉଁଶିଆ) xyxy=(48,1439,138,1454)
table-cell: ୦.୦୪୧ xyxy=(198,1574,278,1589)
row-value: 2 Nos. Road works. xyxy=(928,957,1113,972)
treasury-intro2: ସାଧାରଣ ଜନତା ଓଡ଼ିଶା ଟ୍ରେଜେରୀ ପୋର୍ଟାଲ Online / Offline ବ୍ୟବସ୍ଥା ସାହାଯ୍ୟରେ ତ ନିମ୍ନଲିଖିତ ପଦ୍ଧତି ଅନୁସରଣ କରି ଏହି ଶୁଳ୍କ Registration କାର୍ଯ୍ୟ ସମ୍ପାଦନ କରିପାରିବେ। xyxy=(1135,1686,1485,1729)
table-cell: ୨୭୮ xyxy=(138,1229,198,1244)
table-cell: ୦.୦୦୦ xyxy=(198,1214,278,1229)
row-label: Date and Time of availability of Bid document in the portal xyxy=(788,1015,928,1042)
table-cell: ୯ xyxy=(14,1214,48,1229)
ohpc-notice-title: NOTICE INVITING TENDER xyxy=(869,603,1011,616)
ohpc-signature: Sd/- Sr. General Manager (El) xyxy=(975,828,1113,840)
table-cell: ୭ xyxy=(14,1184,48,1199)
detail-line: ଉଦ୍ଧାର ତାରିଖ : ୨୬.୦୪.୨୦୧୬ xyxy=(277,290,404,303)
table-row xyxy=(14,1094,743,1109)
